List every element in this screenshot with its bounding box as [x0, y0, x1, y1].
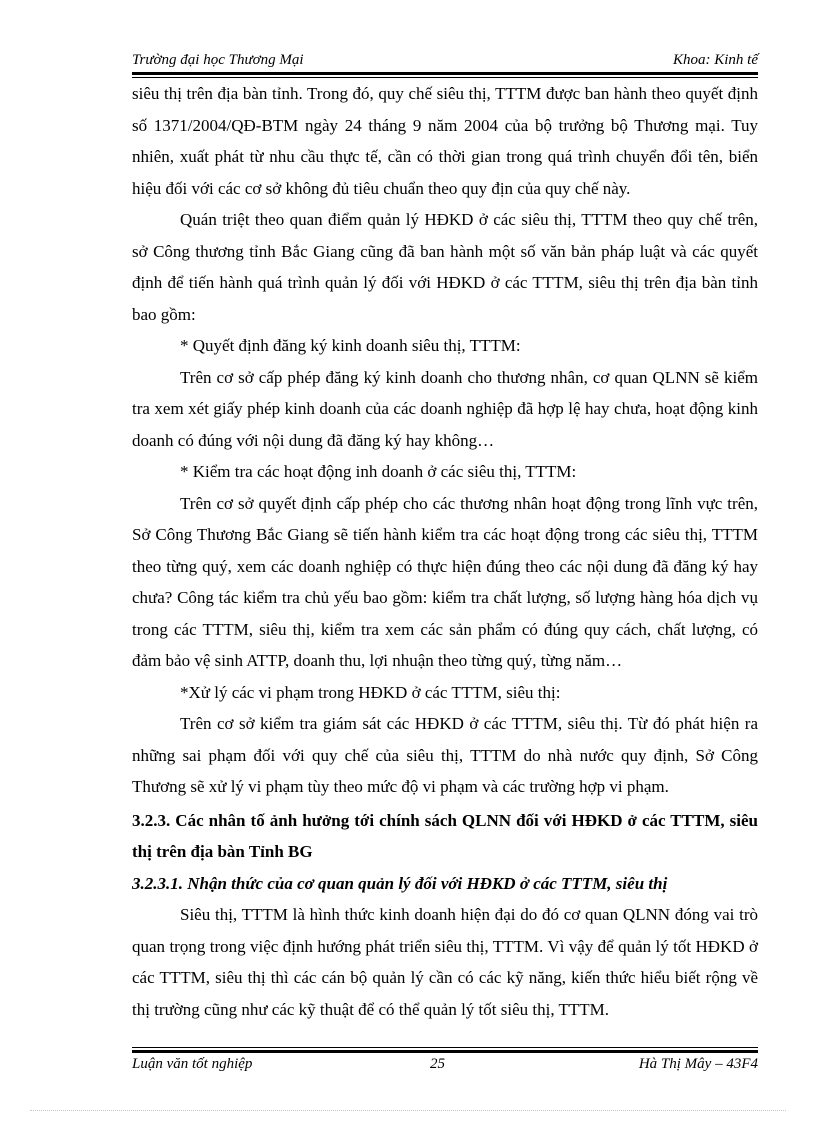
footer-rule-thin: [132, 1047, 758, 1048]
page-edge-dotted-line: [30, 1110, 786, 1111]
bullet-inspection: * Kiểm tra các hoạt động inh doanh ở các siêu thị, TTTM:: [180, 462, 577, 481]
paragraph-inspection: Trên cơ sở quyết định cấp phép cho các thương nhân hoạt động trong lĩnh vực trên, Sở Công Thương Bắc Giang sẽ tiến hành kiểm tra các hoạt động trong các siêu thị, TTTM theo từng quý, xem các doanh nghiệp có thực hiện đúng theo các nội dung đã đăng ký hay chưa? Công tác kiểm tra chủ yếu bao gồm: kiểm tra chất lượng, số lượng hàng hóa dịch vụ trong các TTTM, siêu thị, kiểm tra xem các sản phẩm có đúng quy cách, chất lượng, có đảm bảo vệ sinh ATTP, doanh thu, lợi nhuận theo từng quý, từng năm…: [132, 493, 758, 670]
header-faculty: Khoa: Kinh tế: [673, 52, 758, 68]
footer-rule-thick: [132, 1050, 758, 1053]
section-heading-3-2-3: 3.2.3. Các nhân tố ảnh hưởng tới chính sách QLNN đối với HĐKD ở các TTTM, siêu thị trên địa bàn Tỉnh BG: [132, 810, 758, 861]
bullet-violations: *Xử lý các vi phạm trong HĐKD ở các TTTM, siêu thị:: [180, 682, 561, 702]
footer-author: Hà Thị Mây – 43F4: [638, 1056, 758, 1072]
footer-thesis-label: Luận văn tốt nghiệp: [132, 1056, 253, 1072]
paragraph-registration: Trên cơ sở cấp phép đăng ký kinh doanh cho thương nhân, cơ quan QLNN sẽ kiểm tra xem xét giấy phép kinh doanh của các doanh nghiệp đã hợp lệ hay chưa, hoạt động kinh doanh có đúng với nội dung đã đăng ký hay không…: [132, 367, 758, 450]
page-footer: [132, 1056, 758, 1076]
header-rule-thick: [132, 72, 758, 75]
paragraph-continuation: siêu thị trên địa bàn tỉnh. Trong đó, quy chế siêu thị, TTTM được ban hành theo quyết định số 1371/2004/QĐ-BTM ngày 24 tháng 9 năm 2004 của bộ trưởng bộ Thương mại. Tuy nhiên, xuất phát từ nhu cầu thực tế, cần có thời gian trong quá trình chuyển đổi tên, biển hiệu đối với các cơ sở không đủ tiêu chuẩn theo quy địn của quy chế này.: [132, 84, 758, 198]
subsection-heading-3-2-3-1: 3.2.3.1. Nhận thức của cơ quan quản lý đối với HĐKD ở các TTTM, siêu thị: [132, 873, 668, 893]
header-school: Trường đại học Thương Mại: [132, 52, 304, 68]
paragraph-implementation: Quán triệt theo quan điểm quản lý HĐKD ở các siêu thị, TTTM theo quy chế trên, sở Công thương tỉnh Bắc Giang cũng đã ban hành một số văn bản pháp luật và các quyết định để tiến hành quá trình quản lý đối với HĐKD ở các TTTM, siêu thị trên địa bàn tỉnh bao gồm:: [132, 210, 758, 324]
paragraph-awareness: Siêu thị, TTTM là hình thức kinh doanh hiện đại do đó cơ quan QLNN đóng vai trò quan trọng trong việc định hướng phát triển siêu thị, TTTM. Vì vậy để quản lý tốt HĐKD ở các TTTM, siêu thị thì các cán bộ quản lý cần có các kỹ năng, kiến thức hiểu biết rộng về thị trường cũng như các kỹ thuật để có thể quản lý tốt siêu thị, TTTM.: [132, 905, 758, 1019]
bullet-business-registration: * Quyết định đăng ký kinh doanh siêu thị, TTTM:: [180, 336, 521, 355]
paragraph-violations: Trên cơ sở kiểm tra giám sát các HĐKD ở các TTTM, siêu thị. Từ đó phát hiện ra những sai phạm đối với quy chế của siêu thị, TTTM do nhà nước quy định, Sở Công Thương sẽ xử lý vi phạm tùy theo mức độ vi phạm và các trường hợp vi phạm.: [132, 714, 758, 796]
page-body: [132, 78, 758, 1025]
page-header: [132, 52, 758, 72]
page-number: 25: [430, 1056, 445, 1072]
